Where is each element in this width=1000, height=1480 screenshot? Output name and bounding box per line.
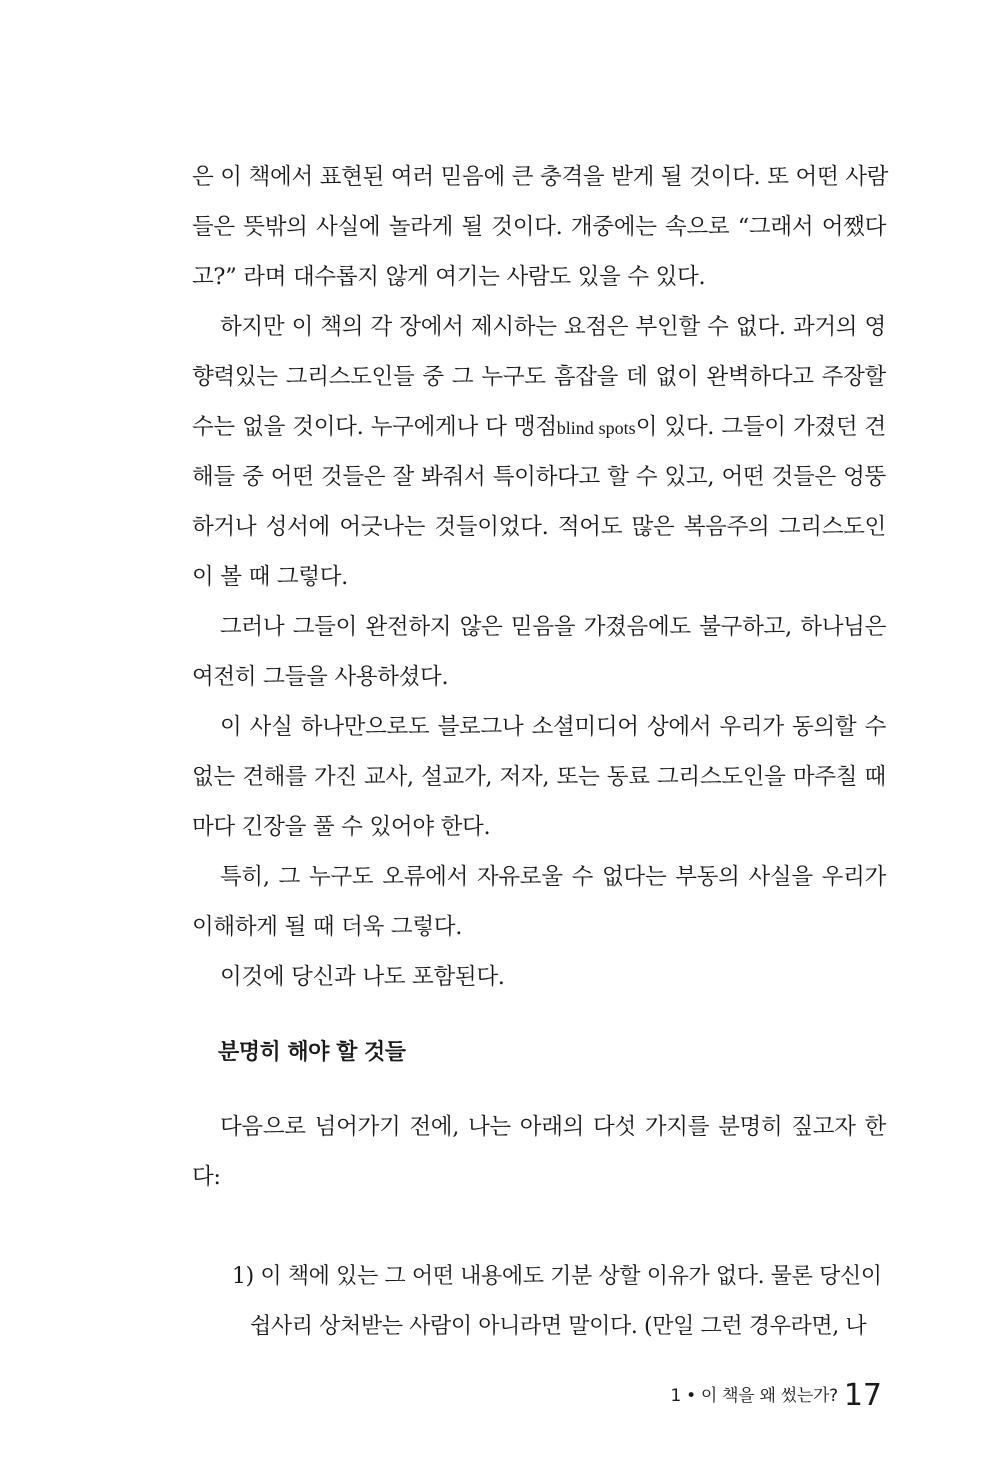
body-line: 이 사실 하나만으로도 블로그나 소셜미디어 상에서 우리가 동의할 수 bbox=[220, 714, 886, 740]
body-line: 여전히 그들을 사용하셨다. bbox=[192, 664, 449, 690]
body-line: 들은 뜻밖의 사실에 놀라게 될 것이다. 개중에는 속으로 “그래서 어쨌다 bbox=[192, 214, 886, 240]
body-line: 향력있는 그리스도인들 중 그 누구도 흠잡을 데 없이 완벽하다고 주장할 bbox=[192, 364, 886, 390]
section-heading: 분명히 해야 할 것들 bbox=[218, 1040, 406, 1065]
page-number: 17 bbox=[843, 1378, 882, 1413]
body-line: 해들 중 어떤 것들은 잘 봐줘서 특이하다고 할 수 있고, 어떤 것들은 엉뚱 bbox=[192, 464, 886, 490]
body-line: 다음으로 넘어가기 전에, 나는 아래의 다섯 가지를 분명히 짚고자 한 bbox=[220, 1114, 886, 1140]
body-line: 고?” 라며 대수롭지 않게 여기는 사람도 있을 수 있다. bbox=[192, 264, 706, 290]
body-line: 하지만 이 책의 각 장에서 제시하는 요점은 부인할 수 없다. 과거의 영 bbox=[220, 314, 886, 340]
body-line bbox=[192, 412, 886, 443]
body-line: 마다 긴장을 풀 수 있어야 한다. bbox=[192, 814, 491, 840]
body-line: 그러나 그들이 완전하지 않은 믿음을 가졌음에도 불구하고, 하나님은 bbox=[220, 614, 886, 640]
list-item-line: 1) 이 책에 있는 그 어떤 내용에도 기분 상할 이유가 없다. 물론 당신이 bbox=[232, 1264, 882, 1289]
body-line: 하거나 성서에 어긋나는 것들이었다. 적어도 많은 복음주의 그리스도인 bbox=[192, 514, 886, 540]
list-item-line: 쉽사리 상처받는 사람이 아니라면 말이다. (만일 그런 경우라면, 나 bbox=[250, 1314, 867, 1339]
body-text-segment: 수는 없을 것이다. 누구에게나 다 맹점 bbox=[192, 414, 557, 440]
body-line: 은 이 책에서 표현된 여러 믿음에 큰 충격을 받게 될 것이다. 또 어떤 사람 bbox=[192, 164, 889, 190]
english-gloss: blind spots bbox=[556, 418, 636, 438]
body-line: 특히, 그 누구도 오류에서 자유로울 수 없다는 부동의 사실을 우리가 bbox=[220, 864, 886, 890]
running-head: 1 • 이 책을 왜 썼는가? bbox=[670, 1386, 838, 1406]
body-line: 이해하게 될 때 더욱 그렇다. bbox=[192, 914, 463, 940]
body-text-segment: 이 있다. 그들이 가졌던 견 bbox=[635, 414, 886, 440]
body-line: 이 볼 때 그렇다. bbox=[192, 564, 349, 590]
body-line: 다: bbox=[192, 1164, 221, 1190]
body-line: 이것에 당신과 나도 포함된다. bbox=[220, 964, 505, 990]
page-footer bbox=[670, 1378, 882, 1414]
body-line: 없는 견해를 가진 교사, 설교가, 저자, 또는 동료 그리스도인을 마주칠 때 bbox=[192, 764, 886, 790]
